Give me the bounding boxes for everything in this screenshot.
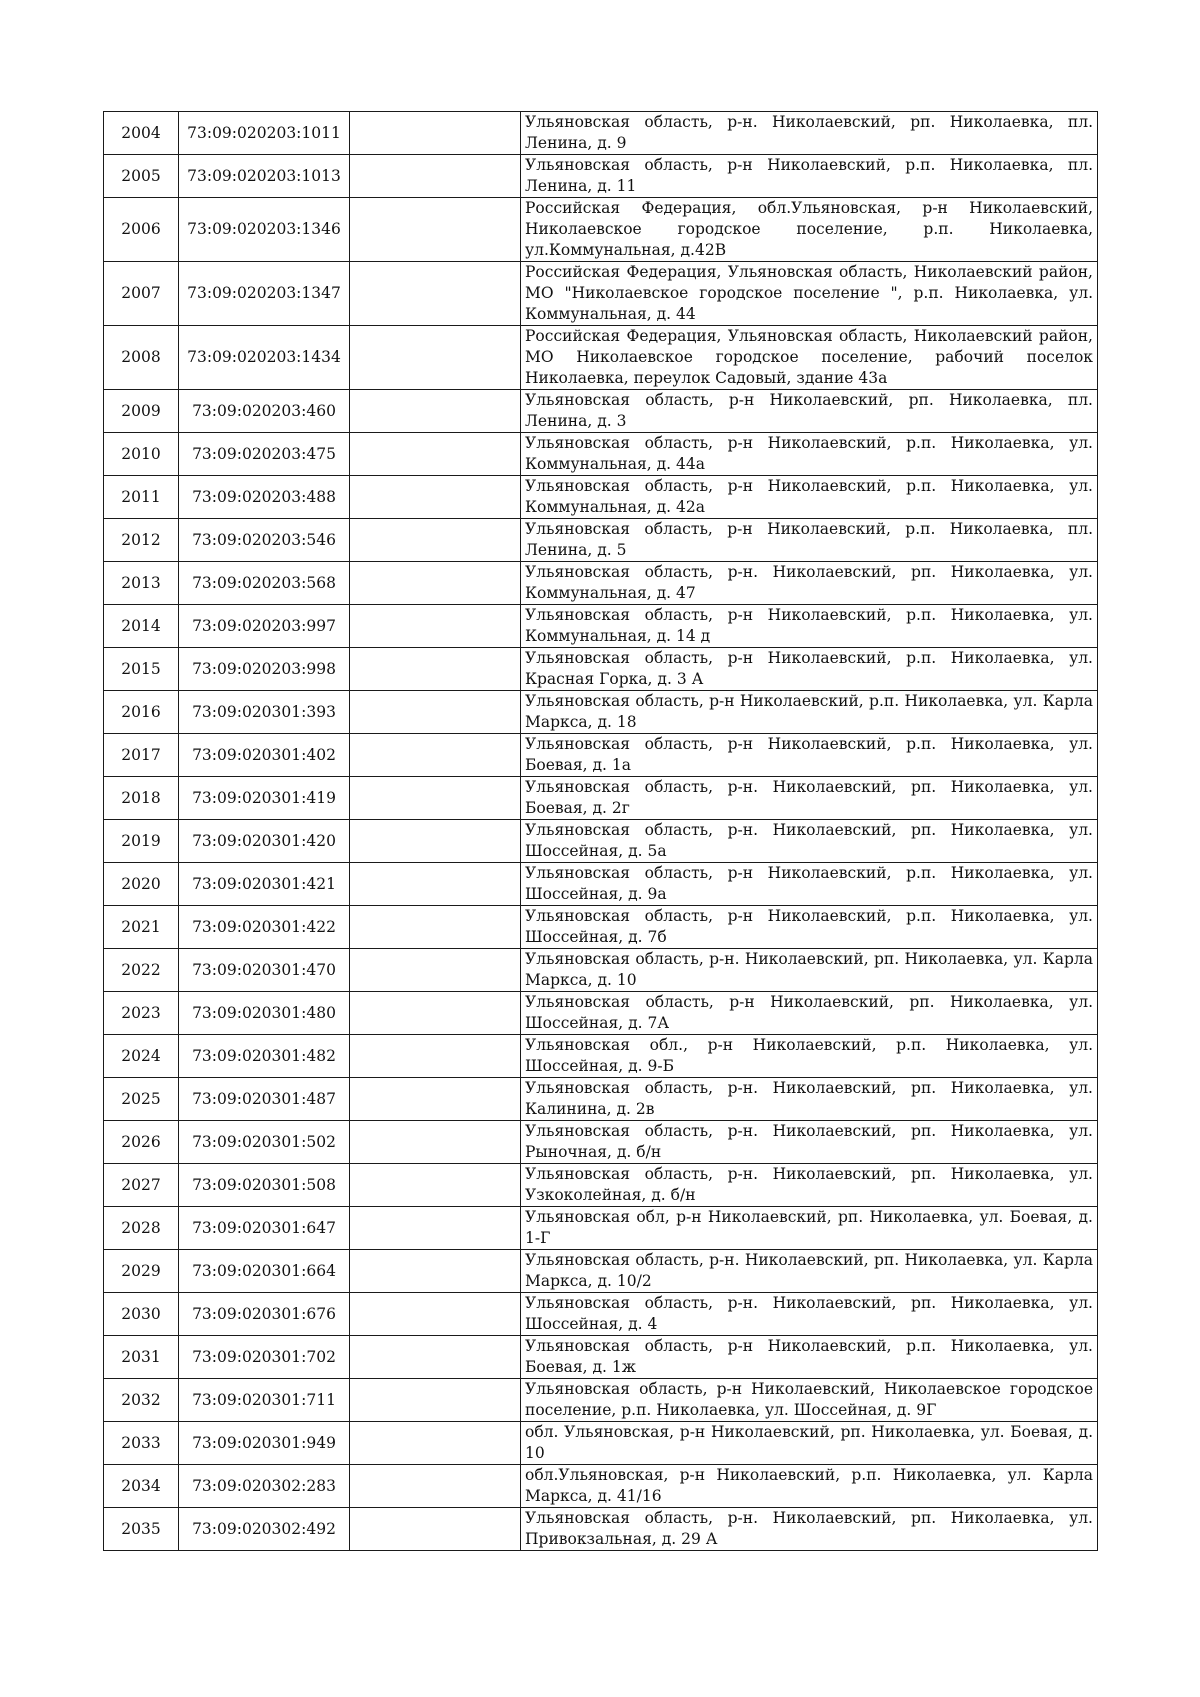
cadastral-number-cell: 73:09:020203:1347 [179, 262, 350, 326]
name-cell [350, 820, 521, 863]
cadastral-number-cell: 73:09:020203:1013 [179, 155, 350, 198]
registry-body [104, 112, 1098, 1551]
table-row [104, 198, 1098, 262]
name-cell [350, 1465, 521, 1508]
cadastral-number-cell: 73:09:020301:711 [179, 1379, 350, 1422]
row-number-cell: 2021 [104, 906, 179, 949]
table-row [104, 262, 1098, 326]
address-cell: Ульяновская область, р-н Николаевский, рп. Николаевка, пл. Ленина, д. 3 [521, 390, 1098, 433]
address-cell: обл. Ульяновская, р-н Николаевский, рп. Николаевка, ул. Боевая, д. 10 [521, 1422, 1098, 1465]
row-number-cell: 2027 [104, 1164, 179, 1207]
cadastral-number-cell: 73:09:020301:482 [179, 1035, 350, 1078]
name-cell [350, 648, 521, 691]
table-row [104, 777, 1098, 820]
table-row [104, 1508, 1098, 1551]
table-row [104, 1250, 1098, 1293]
table-row [104, 1293, 1098, 1336]
address-cell: Ульяновская область, р-н Николаевский, р.п. Николаевка, ул. Коммунальная, д. 42а [521, 476, 1098, 519]
cadastral-number-cell: 73:09:020301:480 [179, 992, 350, 1035]
name-cell [350, 112, 521, 155]
table-row [104, 1078, 1098, 1121]
row-number-cell: 2033 [104, 1422, 179, 1465]
cadastral-number-cell: 73:09:020301:419 [179, 777, 350, 820]
cadastral-number-cell: 73:09:020301:702 [179, 1336, 350, 1379]
table-row [104, 1465, 1098, 1508]
cadastral-number-cell: 73:09:020203:475 [179, 433, 350, 476]
name-cell [350, 262, 521, 326]
cadastral-number-cell: 73:09:020203:488 [179, 476, 350, 519]
cadastral-number-cell: 73:09:020301:402 [179, 734, 350, 777]
row-number-cell: 2013 [104, 562, 179, 605]
address-cell: Ульяновская область, р-н Николаевский, р.п. Николаевка, пл. Ленина, д. 5 [521, 519, 1098, 562]
address-cell: Ульяновская обл., р-н Николаевский, р.п. Николаевка, ул. Шоссейная, д. 9-Б [521, 1035, 1098, 1078]
name-cell [350, 1336, 521, 1379]
name-cell [350, 992, 521, 1035]
address-cell: Ульяновская область, р-н. Николаевский, рп. Николаевка, ул. Боевая, д. 2г [521, 777, 1098, 820]
cadastral-number-cell: 73:09:020301:647 [179, 1207, 350, 1250]
address-cell: Российская Федерация, обл.Ульяновская, р-н Николаевский, Николаевское городское поселение, р.п. Николаевка, ул.Коммунальная, д.42В [521, 198, 1098, 262]
cadastral-number-cell: 73:09:020301:502 [179, 1121, 350, 1164]
address-cell: обл.Ульяновская, р-н Николаевский, р.п. Николаевка, ул. Карла Маркса, д. 41/16 [521, 1465, 1098, 1508]
table-row [104, 433, 1098, 476]
row-number-cell: 2028 [104, 1207, 179, 1250]
name-cell [350, 1121, 521, 1164]
cadastral-number-cell: 73:09:020302:492 [179, 1508, 350, 1551]
row-number-cell: 2023 [104, 992, 179, 1035]
name-cell [350, 519, 521, 562]
cadastral-number-cell: 73:09:020203:568 [179, 562, 350, 605]
name-cell [350, 1422, 521, 1465]
name-cell [350, 155, 521, 198]
name-cell [350, 863, 521, 906]
cadastral-number-cell: 73:09:020301:421 [179, 863, 350, 906]
name-cell [350, 1164, 521, 1207]
address-cell: Ульяновская область, р-н. Николаевский, рп. Николаевка, ул. Карла Маркса, д. 10/2 [521, 1250, 1098, 1293]
address-cell: Ульяновская область, р-н. Николаевский, рп. Николаевка, ул. Привокзальная, д. 29 А [521, 1508, 1098, 1551]
cadastral-number-cell: 73:09:020203:460 [179, 390, 350, 433]
address-cell: Ульяновская область, р-н Николаевский, р.п. Николаевка, ул. Красная Горка, д. 3 А [521, 648, 1098, 691]
address-cell: Ульяновская область, р-н Николаевский, Николаевское городское поселение, р.п. Николаевка, ул. Шоссейная, д. 9Г [521, 1379, 1098, 1422]
row-number-cell: 2032 [104, 1379, 179, 1422]
name-cell [350, 1293, 521, 1336]
table-row [104, 734, 1098, 777]
cadastral-number-cell: 73:09:020203:546 [179, 519, 350, 562]
cadastral-number-cell: 73:09:020301:508 [179, 1164, 350, 1207]
name-cell [350, 562, 521, 605]
table-row [104, 1379, 1098, 1422]
address-cell: Ульяновская область, р-н Николаевский, р.п. Николаевка, пл. Ленина, д. 11 [521, 155, 1098, 198]
table-row [104, 562, 1098, 605]
row-number-cell: 2026 [104, 1121, 179, 1164]
table-row [104, 390, 1098, 433]
row-number-cell: 2004 [104, 112, 179, 155]
cadastral-number-cell: 73:09:020203:1434 [179, 326, 350, 390]
table-row [104, 1035, 1098, 1078]
table-row [104, 820, 1098, 863]
cadastral-number-cell: 73:09:020301:393 [179, 691, 350, 734]
address-cell: Ульяновская область, р-н Николаевский, р.п. Николаевка, ул. Боевая, д. 1ж [521, 1336, 1098, 1379]
name-cell [350, 1035, 521, 1078]
cadastral-number-cell: 73:09:020302:283 [179, 1465, 350, 1508]
name-cell [350, 1250, 521, 1293]
address-cell: Ульяновская область, р-н. Николаевский, рп. Николаевка, ул. Рыночная, д. б/н [521, 1121, 1098, 1164]
row-number-cell: 2006 [104, 198, 179, 262]
row-number-cell: 2034 [104, 1465, 179, 1508]
table-row [104, 1422, 1098, 1465]
name-cell [350, 777, 521, 820]
row-number-cell: 2007 [104, 262, 179, 326]
address-cell: Ульяновская область, р-н Николаевский, р.п. Николаевка, ул. Боевая, д. 1а [521, 734, 1098, 777]
row-number-cell: 2029 [104, 1250, 179, 1293]
table-row [104, 112, 1098, 155]
property-registry-table [103, 111, 1098, 1551]
cadastral-number-cell: 73:09:020301:676 [179, 1293, 350, 1336]
name-cell [350, 949, 521, 992]
address-cell: Ульяновская область, р-н. Николаевский, рп. Николаевка, ул. Шоссейная, д. 4 [521, 1293, 1098, 1336]
table-row [104, 906, 1098, 949]
address-cell: Российская Федерация, Ульяновская область, Николаевский район, МО Николаевское городское поселение, рабочий поселок Николаевка, переулок Садовый, здание 43а [521, 326, 1098, 390]
address-cell: Ульяновская область, р-н Николаевский, р.п. Николаевка, ул. Шоссейная, д. 9а [521, 863, 1098, 906]
table-row [104, 1121, 1098, 1164]
table-row [104, 1164, 1098, 1207]
cadastral-number-cell: 73:09:020203:1011 [179, 112, 350, 155]
cadastral-number-cell: 73:09:020301:420 [179, 820, 350, 863]
address-cell: Ульяновская область, р-н Николаевский, р.п. Николаевка, ул. Шоссейная, д. 7б [521, 906, 1098, 949]
row-number-cell: 2030 [104, 1293, 179, 1336]
name-cell [350, 433, 521, 476]
name-cell [350, 390, 521, 433]
row-number-cell: 2008 [104, 326, 179, 390]
name-cell [350, 326, 521, 390]
table-row [104, 992, 1098, 1035]
cadastral-number-cell: 73:09:020301:487 [179, 1078, 350, 1121]
table-row [104, 863, 1098, 906]
address-cell: Российская Федерация, Ульяновская область, Николаевский район, МО "Николаевское городское поселение ", р.п. Николаевка, ул. Коммунальная, д. 44 [521, 262, 1098, 326]
row-number-cell: 2010 [104, 433, 179, 476]
row-number-cell: 2025 [104, 1078, 179, 1121]
address-cell: Ульяновская область, р-н Николаевский, р.п. Николаевка, ул. Карла Маркса, д. 18 [521, 691, 1098, 734]
row-number-cell: 2011 [104, 476, 179, 519]
address-cell: Ульяновская область, р-н Николаевский, р.п. Николаевка, ул. Коммунальная, д. 44а [521, 433, 1098, 476]
table-row [104, 519, 1098, 562]
row-number-cell: 2020 [104, 863, 179, 906]
address-cell: Ульяновская область, р-н Николаевский, рп. Николаевка, ул. Шоссейная, д. 7А [521, 992, 1098, 1035]
row-number-cell: 2019 [104, 820, 179, 863]
row-number-cell: 2035 [104, 1508, 179, 1551]
name-cell [350, 198, 521, 262]
name-cell [350, 1078, 521, 1121]
table-row [104, 691, 1098, 734]
row-number-cell: 2005 [104, 155, 179, 198]
row-number-cell: 2009 [104, 390, 179, 433]
table-row [104, 476, 1098, 519]
row-number-cell: 2014 [104, 605, 179, 648]
address-cell: Ульяновская область, р-н. Николаевский, рп. Николаевка, пл. Ленина, д. 9 [521, 112, 1098, 155]
cadastral-number-cell: 73:09:020203:997 [179, 605, 350, 648]
table-row [104, 648, 1098, 691]
row-number-cell: 2017 [104, 734, 179, 777]
name-cell [350, 734, 521, 777]
table-row [104, 1336, 1098, 1379]
table-row [104, 1207, 1098, 1250]
name-cell [350, 1379, 521, 1422]
name-cell [350, 691, 521, 734]
row-number-cell: 2015 [104, 648, 179, 691]
address-cell: Ульяновская область, р-н. Николаевский, рп. Николаевка, ул. Калинина, д. 2в [521, 1078, 1098, 1121]
name-cell [350, 906, 521, 949]
table-row [104, 605, 1098, 648]
address-cell: Ульяновская область, р-н. Николаевский, рп. Николаевка, ул. Коммунальная, д. 47 [521, 562, 1098, 605]
name-cell [350, 605, 521, 648]
cadastral-number-cell: 73:09:020301:949 [179, 1422, 350, 1465]
address-cell: Ульяновская область, р-н Николаевский, р.п. Николаевка, ул. Коммунальная, д. 14 д [521, 605, 1098, 648]
name-cell [350, 476, 521, 519]
row-number-cell: 2016 [104, 691, 179, 734]
cadastral-number-cell: 73:09:020301:470 [179, 949, 350, 992]
row-number-cell: 2018 [104, 777, 179, 820]
row-number-cell: 2031 [104, 1336, 179, 1379]
row-number-cell: 2024 [104, 1035, 179, 1078]
cadastral-number-cell: 73:09:020301:664 [179, 1250, 350, 1293]
address-cell: Ульяновская обл, р-н Николаевский, рп. Николаевка, ул. Боевая, д. 1-Г [521, 1207, 1098, 1250]
table-row [104, 326, 1098, 390]
row-number-cell: 2012 [104, 519, 179, 562]
name-cell [350, 1207, 521, 1250]
cadastral-number-cell: 73:09:020203:998 [179, 648, 350, 691]
table-row [104, 155, 1098, 198]
address-cell: Ульяновская область, р-н. Николаевский, рп. Николаевка, ул. Шоссейная, д. 5а [521, 820, 1098, 863]
row-number-cell: 2022 [104, 949, 179, 992]
cadastral-number-cell: 73:09:020203:1346 [179, 198, 350, 262]
table-row [104, 949, 1098, 992]
address-cell: Ульяновская область, р-н. Николаевский, рп. Николаевка, ул. Узкоколейная, д. б/н [521, 1164, 1098, 1207]
address-cell: Ульяновская область, р-н. Николаевский, рп. Николаевка, ул. Карла Маркса, д. 10 [521, 949, 1098, 992]
cadastral-number-cell: 73:09:020301:422 [179, 906, 350, 949]
name-cell [350, 1508, 521, 1551]
